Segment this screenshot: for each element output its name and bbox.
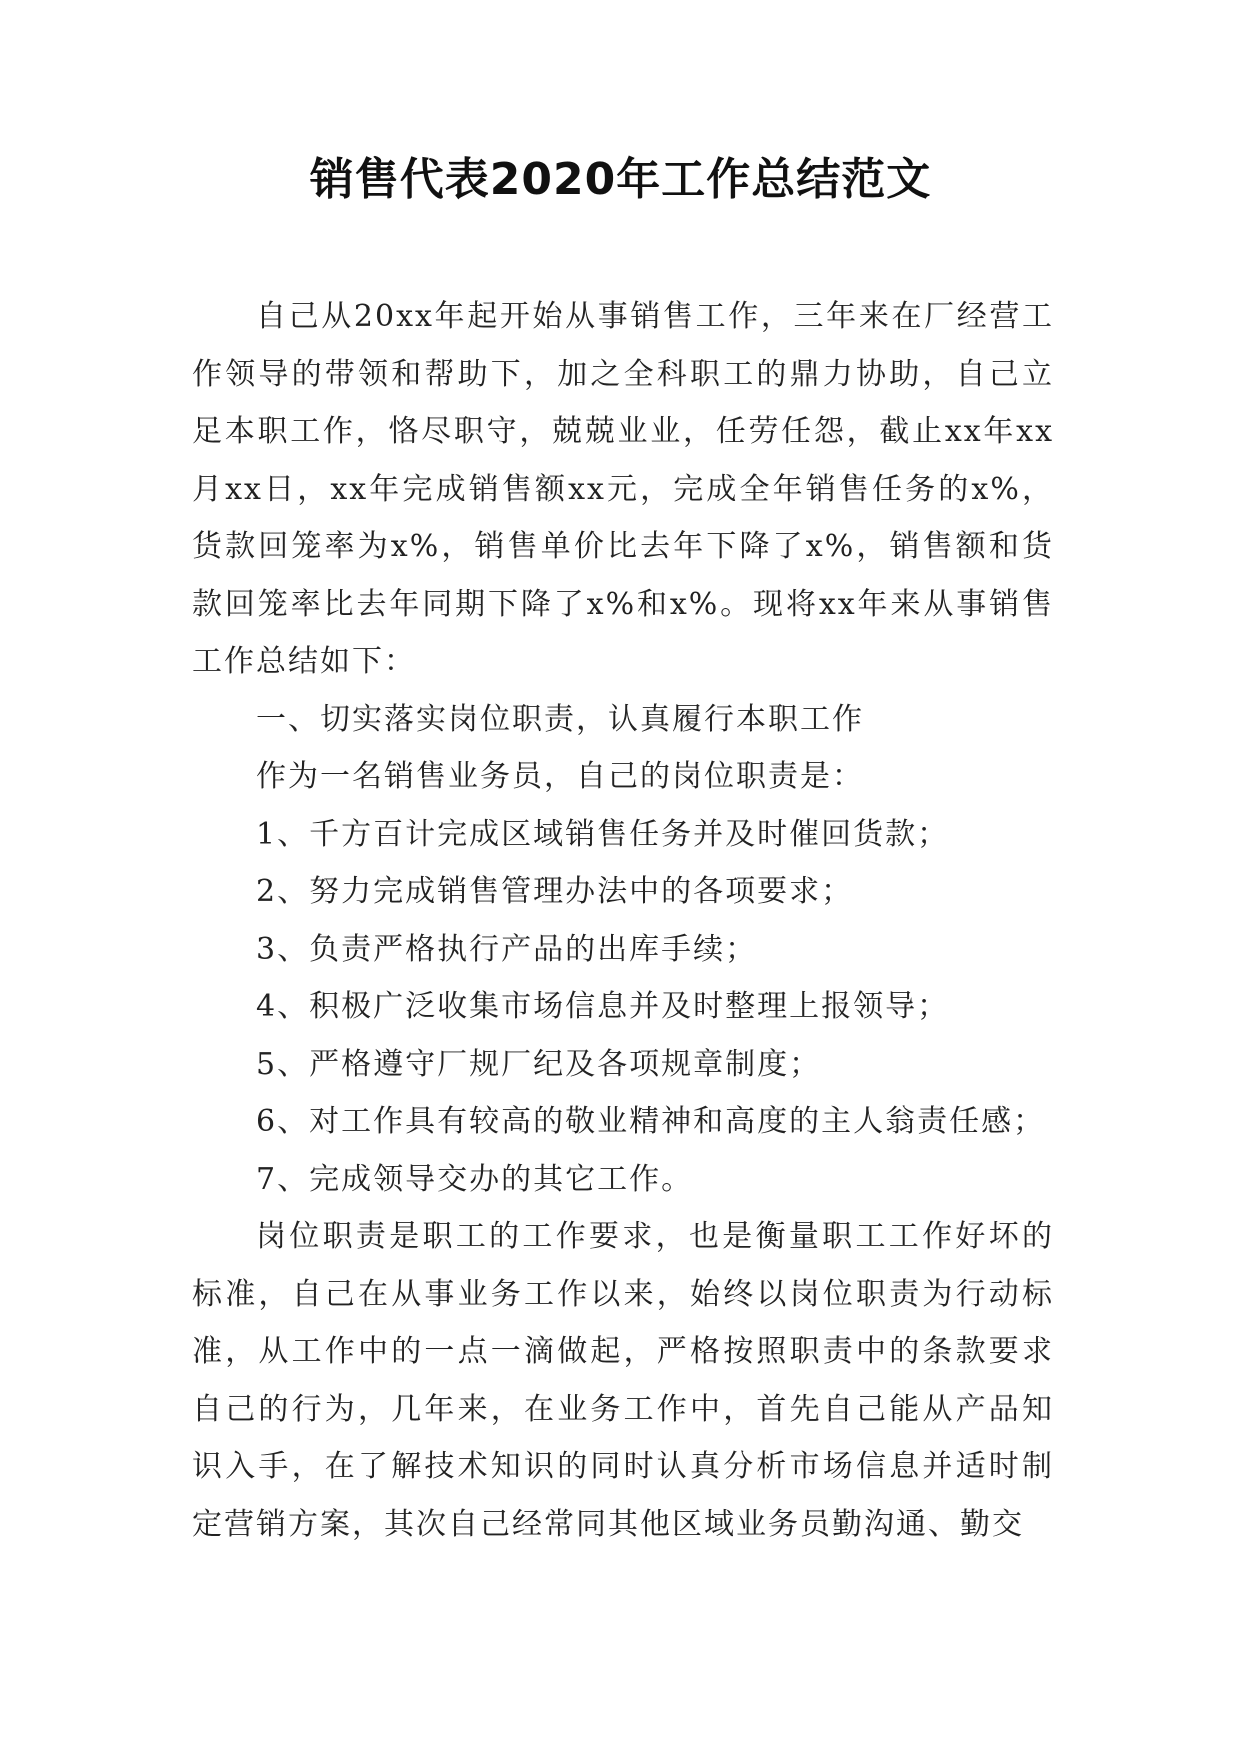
intro-paragraph: 自己从20xx年起开始从事销售工作，三年来在厂经营工作领导的带领和帮助下，加之全科职工的鼎力协助，自己立足本职工作，恪尽职守，兢兢业业，任劳任怨，截止xx年xx月xx日，xx年完成销售额xx元，完成全年销售任务的x%，货款回笼率为x%，销售单价比去年下降了x%，销售额和货款回笼率比去年同期下降了x%和x%。现将xx年来从事销售工作总结如下： <box>192 299 1054 679</box>
document-body <box>192 288 1054 1553</box>
body-paragraph: 岗位职责是职工的工作要求，也是衡量职工工作好坏的标准，自己在从事业务工作以来，始终以岗位职责为行动标准，从工作中的一点一滴做起，严格按照职责中的条款要求自己的行为，几年来，在业务工作中，首先自己能从产品知识入手，在了解技术知识的同时认真分析市场信息并适时制定营销方案，其次自己经常同其他区域业务员勤沟通、勤交 <box>192 1219 1054 1542</box>
duty-item-2: 2、努力完成销售管理办法中的各项要求； <box>256 874 854 909</box>
section-heading-1: 一、切实落实岗位职责，认真履行本职工作 <box>256 701 864 737</box>
duty-item-4: 4、积极广泛收集市场信息并及时整理上报领导； <box>256 989 950 1024</box>
duty-item-7: 7、完成领导交办的其它工作。 <box>256 1161 694 1197</box>
duty-item-1: 1、千方百计完成区域销售任务并及时催回货款； <box>256 816 950 852</box>
duties-intro: 作为一名销售业务员，自己的岗位职责是： <box>256 759 864 794</box>
document-title: 销售代表2020年工作总结范文 <box>309 154 932 205</box>
duty-item-3: 3、负责严格执行产品的出库手续； <box>256 931 758 967</box>
duty-item-5: 5、严格遵守厂规厂纪及各项规章制度； <box>256 1046 822 1082</box>
duty-item-6: 6、对工作具有较高的敬业精神和高度的主人翁责任感； <box>256 1104 1046 1139</box>
